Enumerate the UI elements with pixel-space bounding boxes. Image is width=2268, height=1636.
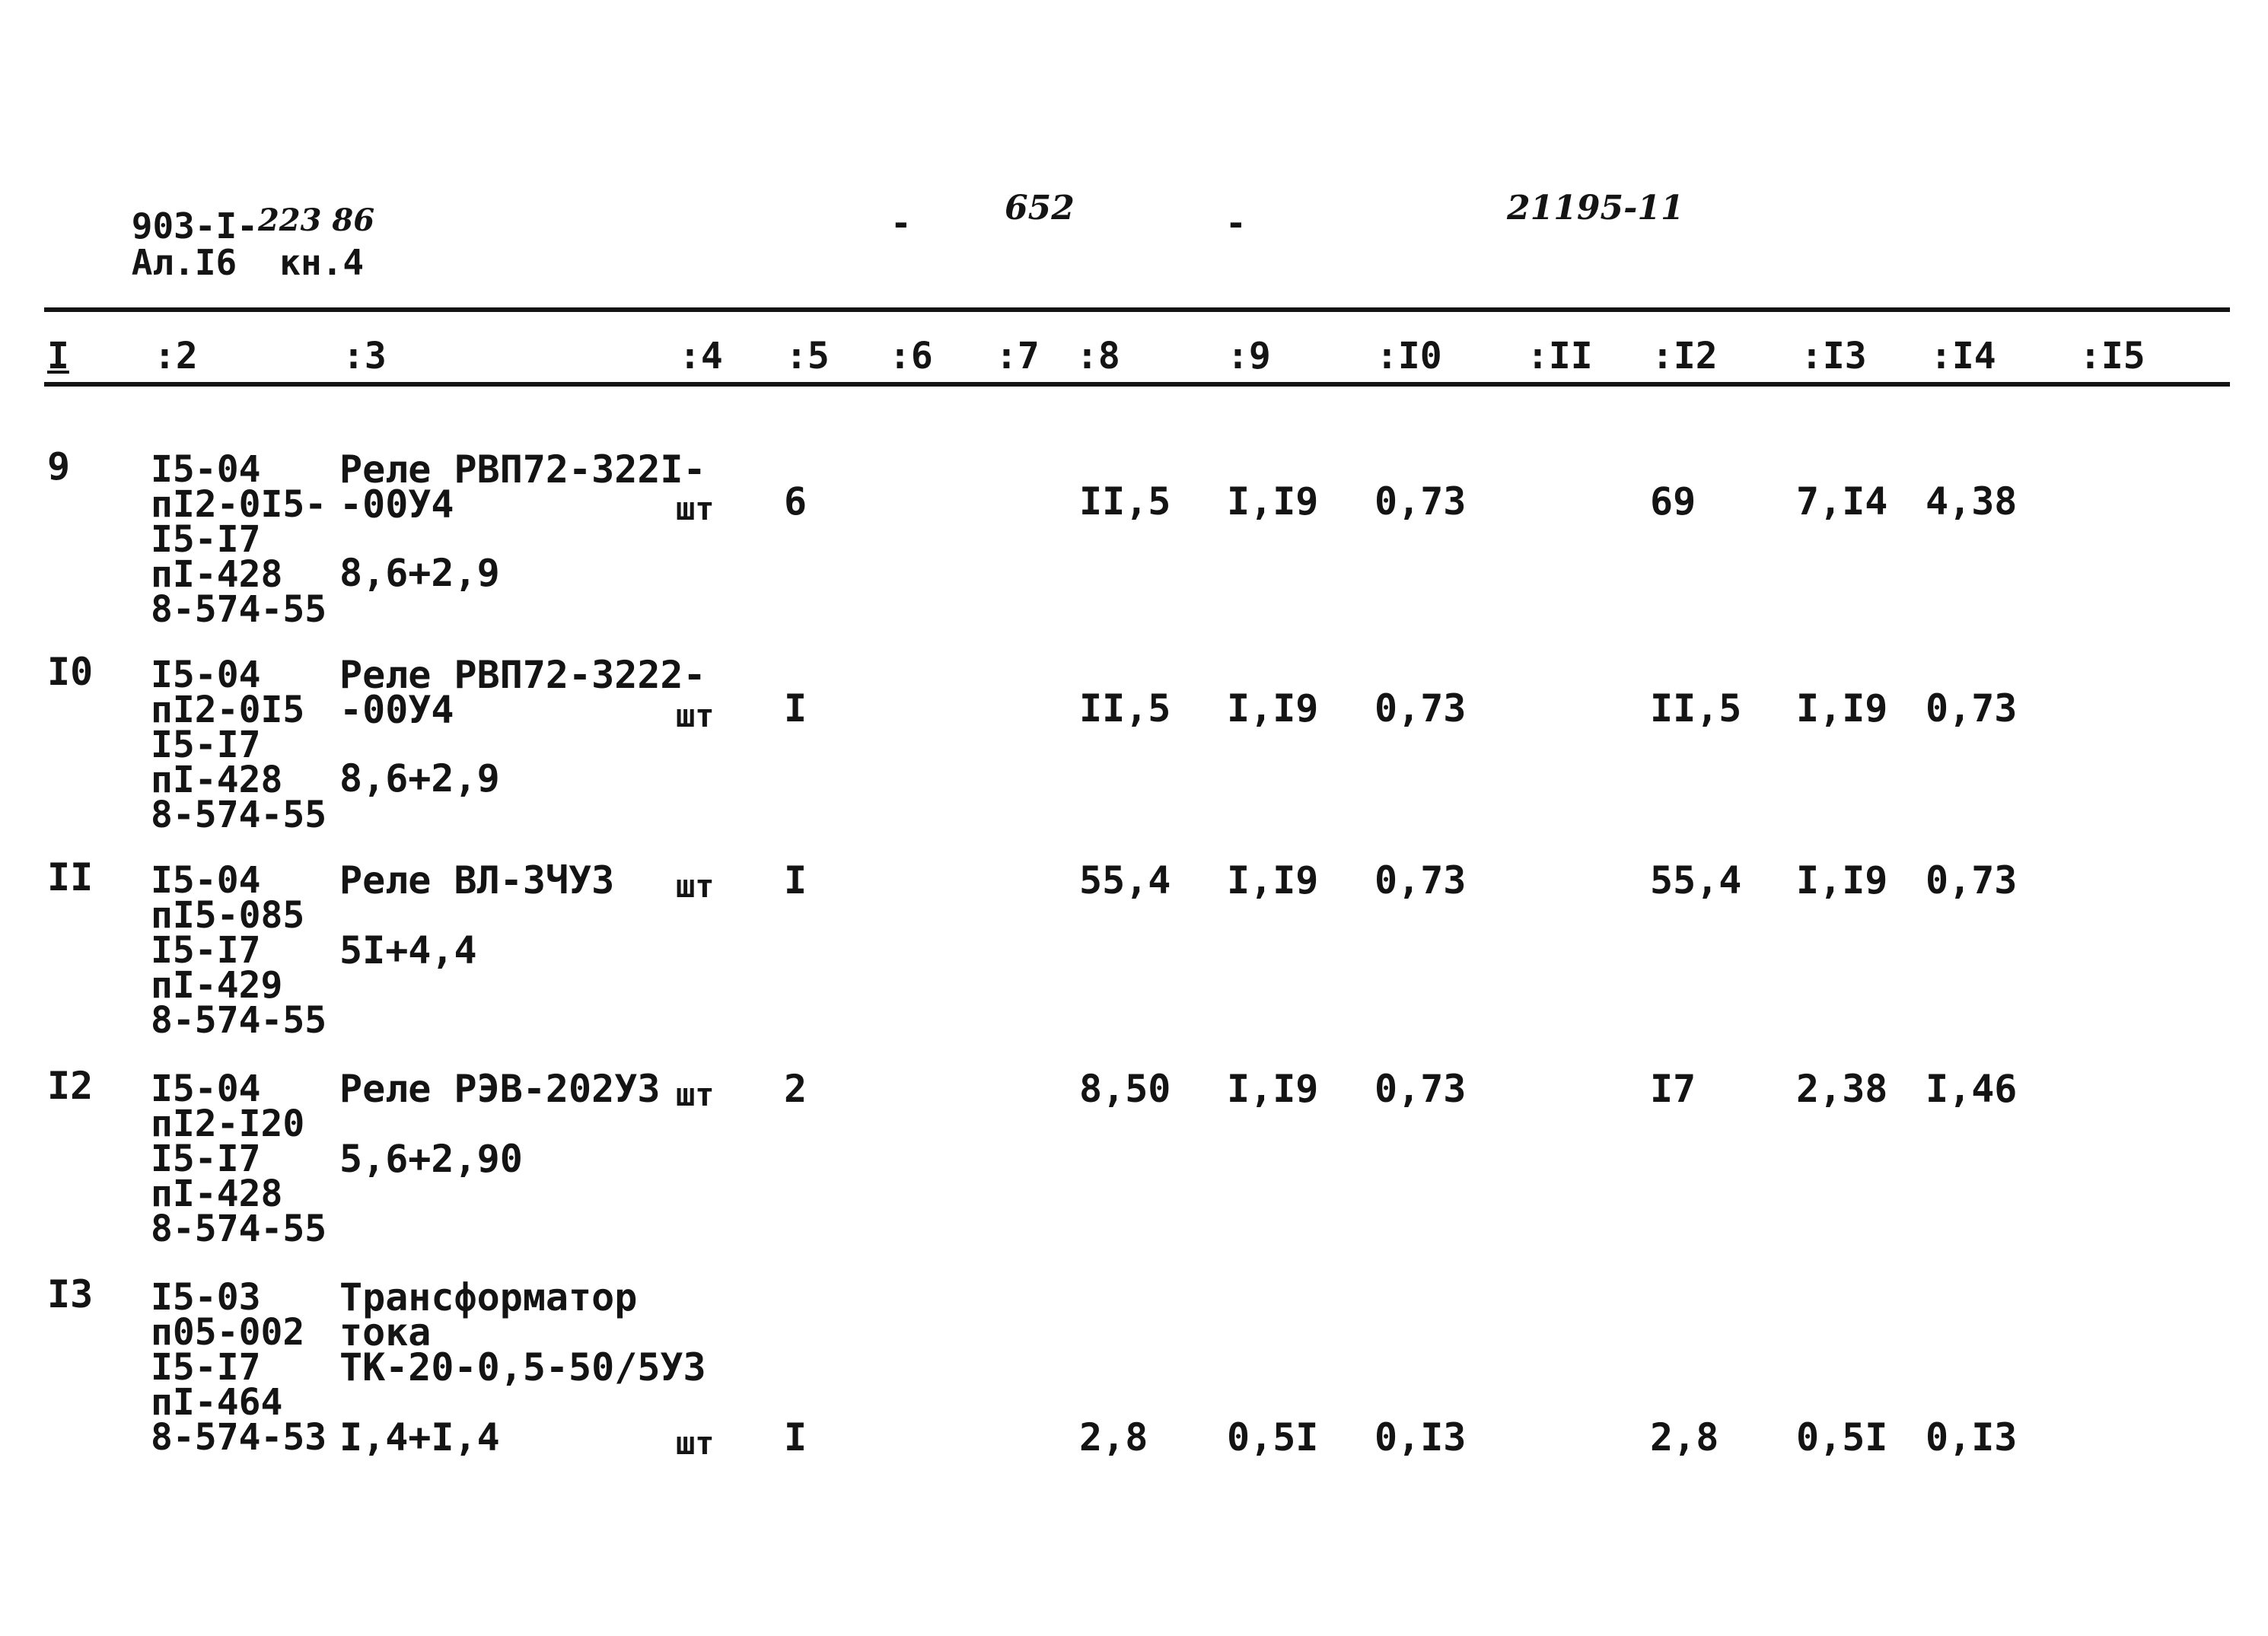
- row-col-10: 0,73: [1374, 686, 1467, 730]
- row-col-10: 0,I3: [1374, 1415, 1467, 1459]
- row-dimensions: 5,6+2,90: [339, 1137, 523, 1181]
- row-name-line-1: Трансформатор: [339, 1275, 638, 1319]
- row-code-4: пI-464: [151, 1381, 283, 1424]
- row-unit: шт: [676, 867, 715, 905]
- row-col-8: II,5: [1079, 686, 1171, 730]
- row-code-1: I5-03: [151, 1276, 261, 1319]
- row-code-5: 8-574-55: [151, 794, 327, 836]
- row-unit: шт: [676, 1424, 715, 1462]
- row-col-13: I,I9: [1796, 686, 1888, 730]
- row-quantity: 2: [784, 1067, 807, 1111]
- column-header-14: :I4: [1930, 335, 1996, 377]
- row-dimensions: 8,6+2,9: [339, 551, 500, 595]
- row-col-12: 69: [1650, 479, 1696, 524]
- row-dimensions: I,4+I,4: [339, 1415, 500, 1459]
- row-name-line-1: Реле РЭВ-202У3: [339, 1067, 661, 1111]
- row-col-13: 2,38: [1796, 1067, 1888, 1111]
- row-code-4: пI-428: [151, 759, 283, 801]
- row-col-10: 0,73: [1374, 858, 1467, 902]
- row-dimensions: 5I+4,4: [339, 928, 477, 972]
- row-col-8: 55,4: [1079, 858, 1171, 902]
- column-header-2: :2: [154, 335, 198, 377]
- row-code-2: пI5-085: [151, 894, 305, 937]
- row-name-line-2: тока: [339, 1310, 432, 1354]
- row-quantity: I: [784, 1415, 807, 1459]
- row-col-8: 2,8: [1079, 1415, 1148, 1459]
- row-col-12: II,5: [1650, 686, 1742, 730]
- column-header-9: :9: [1227, 335, 1271, 377]
- row-code-1: I5-04: [151, 859, 261, 902]
- column-header-1: I: [47, 335, 69, 377]
- column-header-3: :3: [342, 335, 387, 377]
- doc-number-handwritten: 223 86: [257, 202, 375, 238]
- column-header-11: :II: [1527, 335, 1593, 377]
- row-col-10: 0,73: [1374, 479, 1467, 524]
- row-code-5: 8-574-55: [151, 1208, 327, 1250]
- row-col-12: 2,8: [1650, 1415, 1719, 1459]
- header-handwritten-value-2: 21195-11: [1507, 189, 1684, 228]
- row-col-14: I,46: [1926, 1067, 2018, 1111]
- row-number: I0: [47, 650, 94, 694]
- row-col-13: I,I9: [1796, 858, 1888, 902]
- header-handwritten-value-1: 652: [1005, 189, 1075, 228]
- row-number: II: [47, 855, 94, 899]
- column-header-7: :7: [995, 335, 1040, 377]
- row-code-5: 8-574-53: [151, 1416, 327, 1459]
- row-name-line-3: ТК-20-0,5-50/5У3: [339, 1345, 706, 1389]
- row-col-8: 8,50: [1079, 1067, 1171, 1111]
- row-code-5: 8-574-55: [151, 588, 327, 631]
- column-header-10: :I0: [1376, 335, 1442, 377]
- row-quantity: 6: [784, 479, 807, 524]
- row-name-line-1: Реле РВП72-3222-: [339, 653, 706, 697]
- row-number: I2: [47, 1064, 94, 1108]
- row-col-9: I,I9: [1227, 858, 1319, 902]
- header-dash-2: -: [1225, 202, 1247, 243]
- row-code-3: I5-I7: [151, 1138, 261, 1180]
- row-unit: шт: [676, 490, 715, 527]
- row-col-14: 0,73: [1926, 686, 2018, 730]
- row-col-10: 0,73: [1374, 1067, 1467, 1111]
- row-number: I3: [47, 1272, 94, 1316]
- row-code-2: пI2-I20: [151, 1103, 305, 1145]
- row-code-1: I5-04: [151, 654, 261, 696]
- row-col-13: 0,5I: [1796, 1415, 1888, 1459]
- row-col-14: 0,73: [1926, 858, 2018, 902]
- header-dash-1: -: [890, 202, 912, 243]
- row-code-4: пI-429: [151, 964, 283, 1007]
- row-unit: шт: [676, 1076, 715, 1113]
- column-header-12: :I2: [1652, 335, 1718, 377]
- column-header-13: :I3: [1801, 335, 1867, 377]
- row-dimensions: 8,6+2,9: [339, 756, 500, 800]
- row-quantity: I: [784, 686, 807, 730]
- column-header-6: :6: [889, 335, 933, 377]
- row-code-4: пI-428: [151, 553, 283, 596]
- row-code-2: п05-002: [151, 1311, 305, 1354]
- row-code-2: пI2-0I5: [151, 689, 305, 731]
- row-name-line-2: -00У4: [339, 482, 454, 527]
- column-header-8: :8: [1076, 335, 1120, 377]
- row-col-14: 0,I3: [1926, 1415, 2018, 1459]
- row-code-3: I5-I7: [151, 724, 261, 766]
- row-code-4: пI-428: [151, 1173, 283, 1215]
- row-unit: шт: [676, 697, 715, 734]
- row-col-14: 4,38: [1926, 479, 2018, 524]
- row-number: 9: [47, 444, 71, 489]
- row-col-12: 55,4: [1650, 858, 1742, 902]
- row-col-9: 0,5I: [1227, 1415, 1319, 1459]
- doc-number-printed: 903-I-: [131, 205, 258, 247]
- row-code-1: I5-04: [151, 1068, 261, 1110]
- album-book: [47, 205, 364, 320]
- row-name-line-1: Реле РВП72-322I-: [339, 447, 706, 492]
- album-label: Ал.I6: [131, 242, 237, 283]
- row-col-9: I,I9: [1227, 1067, 1319, 1111]
- row-col-13: 7,I4: [1796, 479, 1888, 524]
- row-code-3: I5-I7: [151, 929, 261, 972]
- row-name-line-2: -00У4: [339, 688, 454, 732]
- row-quantity: I: [784, 858, 807, 902]
- row-col-9: I,I9: [1227, 686, 1319, 730]
- row-code-5: 8-574-55: [151, 999, 327, 1042]
- row-code-2: пI2-0I5-: [151, 483, 327, 526]
- row-code-3: I5-I7: [151, 518, 261, 561]
- header-bottom-rule: [44, 382, 2230, 387]
- row-col-12: I7: [1650, 1067, 1696, 1111]
- row-code-3: I5-I7: [151, 1346, 261, 1389]
- column-header-15: :I5: [2079, 335, 2145, 377]
- top-rule: [44, 307, 2230, 312]
- row-col-9: I,I9: [1227, 479, 1319, 524]
- book-label: кн.4: [279, 242, 365, 283]
- row-code-1: I5-04: [151, 448, 261, 491]
- column-header-5: :5: [785, 335, 830, 377]
- row-name-line-1: Реле ВЛ-3ЧУ3: [339, 858, 615, 902]
- column-header-4: :4: [679, 335, 723, 377]
- row-col-8: II,5: [1079, 479, 1171, 524]
